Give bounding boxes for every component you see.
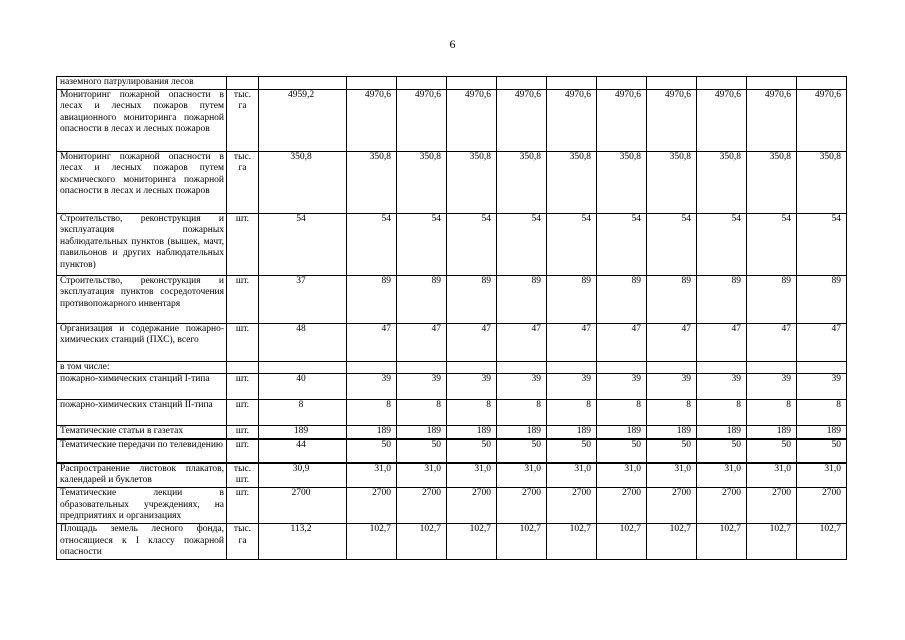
value-cell: 47 — [697, 323, 747, 361]
unit-cell: тыс. га — [227, 523, 259, 559]
value-cell: 189 — [697, 426, 747, 439]
value-cell: 89 — [697, 275, 747, 323]
value-cell — [497, 77, 547, 90]
value-cell — [797, 361, 847, 374]
value-cell: 8 — [747, 400, 797, 426]
value-cell: 189 — [747, 426, 797, 439]
value-cell — [647, 361, 697, 374]
value-cell: 102,7 — [747, 523, 797, 559]
value-cell: 189 — [347, 426, 397, 439]
value-cell: 54 — [447, 213, 497, 275]
value-cell: 50 — [597, 439, 647, 463]
value-cell: 102,7 — [347, 523, 397, 559]
value-cell: 350,8 — [447, 151, 497, 213]
value-cell: 47 — [597, 323, 647, 361]
value-cell: 8 — [597, 400, 647, 426]
value-cell: 54 — [259, 213, 347, 275]
value-cell: 39 — [697, 374, 747, 400]
value-cell: 8 — [647, 400, 697, 426]
value-cell: 31,0 — [497, 463, 547, 488]
row-name-cell: наземного патрулирования лесов — [57, 77, 227, 90]
value-cell: 54 — [597, 213, 647, 275]
value-cell — [747, 77, 797, 90]
table-row — [57, 374, 847, 400]
value-cell: 50 — [397, 439, 447, 463]
value-cell: 2700 — [597, 487, 647, 523]
value-cell — [647, 77, 697, 90]
row-name-cell: Тематические лекции в образовательных учреждениях, на предприятиях и организациях — [57, 487, 227, 523]
value-cell: 8 — [497, 400, 547, 426]
value-cell: 39 — [747, 374, 797, 400]
value-cell: 50 — [547, 439, 597, 463]
value-cell: 89 — [597, 275, 647, 323]
value-cell — [447, 361, 497, 374]
value-cell: 47 — [497, 323, 547, 361]
value-cell: 47 — [547, 323, 597, 361]
value-cell — [547, 77, 597, 90]
value-cell: 50 — [697, 439, 747, 463]
value-cell — [497, 361, 547, 374]
value-cell: 31,0 — [747, 463, 797, 488]
value-cell: 8 — [547, 400, 597, 426]
value-cell: 31,0 — [447, 463, 497, 488]
value-cell — [397, 77, 447, 90]
value-cell: 4970,6 — [497, 89, 547, 151]
value-cell: 4970,6 — [747, 89, 797, 151]
value-cell: 39 — [347, 374, 397, 400]
unit-cell: шт. — [227, 374, 259, 400]
value-cell: 350,8 — [259, 151, 347, 213]
value-cell: 50 — [497, 439, 547, 463]
value-cell: 8 — [259, 400, 347, 426]
unit-cell: тыс. га — [227, 151, 259, 213]
unit-cell: шт. — [227, 213, 259, 275]
value-cell — [259, 77, 347, 90]
value-cell: 8 — [397, 400, 447, 426]
value-cell: 2700 — [447, 487, 497, 523]
value-cell: 189 — [797, 426, 847, 439]
value-cell: 54 — [797, 213, 847, 275]
value-cell: 40 — [259, 374, 347, 400]
row-name-cell: Мониторинг пожарной опасности в лесах и лесных пожаров путем космического мониторинга пожарной опасности в лесах и лесных пожаров — [57, 151, 227, 213]
row-name-cell: Тематические статьи в газетах — [57, 426, 227, 439]
value-cell: 189 — [447, 426, 497, 439]
row-name-cell: Мониторинг пожарной опасности в лесах и лесных пожаров путем авиационного мониторинга пожарной опасности в лесах и лесных пожаров — [57, 89, 227, 151]
value-cell: 350,8 — [347, 151, 397, 213]
unit-cell: шт. — [227, 426, 259, 439]
value-cell: 2700 — [547, 487, 597, 523]
value-cell — [597, 77, 647, 90]
unit-cell: шт. — [227, 275, 259, 323]
value-cell: 4970,6 — [447, 89, 497, 151]
table-row — [57, 275, 847, 323]
value-cell: 89 — [547, 275, 597, 323]
value-cell: 47 — [397, 323, 447, 361]
value-cell: 39 — [547, 374, 597, 400]
value-cell: 8 — [447, 400, 497, 426]
table-row — [57, 439, 847, 463]
value-cell: 350,8 — [497, 151, 547, 213]
table-row — [57, 426, 847, 439]
value-cell: 8 — [697, 400, 747, 426]
value-cell — [797, 77, 847, 90]
value-cell: 189 — [259, 426, 347, 439]
value-cell: 47 — [797, 323, 847, 361]
value-cell: 8 — [347, 400, 397, 426]
row-name-cell: в том числе: — [57, 361, 227, 374]
value-cell: 30,9 — [259, 463, 347, 488]
value-cell: 350,8 — [397, 151, 447, 213]
value-cell: 54 — [347, 213, 397, 275]
value-cell: 102,7 — [397, 523, 447, 559]
value-cell: 102,7 — [797, 523, 847, 559]
table-row — [57, 523, 847, 559]
value-cell — [597, 361, 647, 374]
value-cell: 2700 — [747, 487, 797, 523]
unit-cell: тыс. га — [227, 89, 259, 151]
value-cell: 189 — [647, 426, 697, 439]
value-cell: 102,7 — [647, 523, 697, 559]
value-cell: 39 — [597, 374, 647, 400]
value-cell: 102,7 — [597, 523, 647, 559]
value-cell: 102,7 — [697, 523, 747, 559]
value-cell: 102,7 — [447, 523, 497, 559]
value-cell: 37 — [259, 275, 347, 323]
value-cell: 54 — [647, 213, 697, 275]
value-cell: 39 — [797, 374, 847, 400]
row-name-cell: пожарно-химических станций I-типа — [57, 374, 227, 400]
value-cell: 54 — [547, 213, 597, 275]
value-cell: 50 — [797, 439, 847, 463]
value-cell — [259, 361, 347, 374]
value-cell: 47 — [347, 323, 397, 361]
value-cell — [447, 77, 497, 90]
value-cell: 4970,6 — [397, 89, 447, 151]
value-cell — [347, 361, 397, 374]
row-name-cell: Площадь земель лесного фонда, относящиеся к I классу пожарной опасности — [57, 523, 227, 559]
value-cell: 2700 — [797, 487, 847, 523]
value-cell: 54 — [747, 213, 797, 275]
unit-cell: шт. — [227, 323, 259, 361]
value-cell: 2700 — [697, 487, 747, 523]
value-cell: 4959,2 — [259, 89, 347, 151]
value-cell — [747, 361, 797, 374]
value-cell: 47 — [747, 323, 797, 361]
value-cell: 4970,6 — [597, 89, 647, 151]
value-cell — [697, 361, 747, 374]
unit-cell: тыс. шт. — [227, 463, 259, 488]
value-cell: 189 — [547, 426, 597, 439]
table-row — [57, 361, 847, 374]
value-cell: 48 — [259, 323, 347, 361]
value-cell: 31,0 — [347, 463, 397, 488]
table-row — [57, 89, 847, 151]
value-cell: 89 — [797, 275, 847, 323]
table-row — [57, 487, 847, 523]
value-cell — [347, 77, 397, 90]
value-cell: 54 — [397, 213, 447, 275]
value-cell: 4970,6 — [347, 89, 397, 151]
value-cell: 4970,6 — [647, 89, 697, 151]
unit-cell: шт. — [227, 439, 259, 463]
row-name-cell: Тематические передачи по телевидению — [57, 439, 227, 463]
data-table — [56, 76, 847, 560]
row-name-cell: Строительство, реконструкция и эксплуатация пожарных наблюдательных пунктов (вышек, мачт, павильонов и других наблюдательных пунктов) — [57, 213, 227, 275]
value-cell: 2700 — [347, 487, 397, 523]
value-cell: 39 — [647, 374, 697, 400]
value-cell: 47 — [647, 323, 697, 361]
value-cell: 39 — [397, 374, 447, 400]
value-cell: 54 — [697, 213, 747, 275]
value-cell: 4970,6 — [547, 89, 597, 151]
value-cell — [397, 361, 447, 374]
value-cell: 350,8 — [547, 151, 597, 213]
value-cell: 102,7 — [547, 523, 597, 559]
value-cell: 113,2 — [259, 523, 347, 559]
unit-cell: шт. — [227, 400, 259, 426]
table-row — [57, 400, 847, 426]
table-row — [57, 213, 847, 275]
value-cell: 89 — [447, 275, 497, 323]
value-cell: 89 — [647, 275, 697, 323]
value-cell: 89 — [397, 275, 447, 323]
row-name-cell: Строительство, реконструкция и эксплуатация пунктов сосредоточения противопожарного инвентаря — [57, 275, 227, 323]
value-cell: 89 — [497, 275, 547, 323]
value-cell: 54 — [497, 213, 547, 275]
value-cell: 4970,6 — [797, 89, 847, 151]
table-row — [57, 77, 847, 90]
value-cell — [697, 77, 747, 90]
value-cell: 189 — [397, 426, 447, 439]
unit-cell — [227, 361, 259, 374]
value-cell: 102,7 — [497, 523, 547, 559]
value-cell: 350,8 — [697, 151, 747, 213]
value-cell: 189 — [597, 426, 647, 439]
value-cell: 189 — [497, 426, 547, 439]
value-cell: 39 — [497, 374, 547, 400]
value-cell: 31,0 — [547, 463, 597, 488]
value-cell: 350,8 — [797, 151, 847, 213]
table-row — [57, 151, 847, 213]
value-cell: 50 — [347, 439, 397, 463]
value-cell: 350,8 — [747, 151, 797, 213]
value-cell: 31,0 — [647, 463, 697, 488]
value-cell: 50 — [447, 439, 497, 463]
value-cell: 350,8 — [597, 151, 647, 213]
value-cell: 350,8 — [647, 151, 697, 213]
value-cell: 89 — [347, 275, 397, 323]
value-cell — [547, 361, 597, 374]
value-cell: 31,0 — [597, 463, 647, 488]
row-name-cell: пожарно-химических станций II-типа — [57, 400, 227, 426]
unit-cell — [227, 77, 259, 90]
value-cell: 50 — [747, 439, 797, 463]
value-cell: 2700 — [647, 487, 697, 523]
value-cell: 4970,6 — [697, 89, 747, 151]
value-cell: 50 — [647, 439, 697, 463]
value-cell: 31,0 — [697, 463, 747, 488]
table-row — [57, 323, 847, 361]
value-cell: 39 — [447, 374, 497, 400]
value-cell: 47 — [447, 323, 497, 361]
value-cell: 8 — [797, 400, 847, 426]
value-cell: 89 — [747, 275, 797, 323]
value-cell: 44 — [259, 439, 347, 463]
value-cell: 31,0 — [397, 463, 447, 488]
page-number: 6 — [449, 37, 456, 51]
value-cell: 2700 — [497, 487, 547, 523]
value-cell: 2700 — [397, 487, 447, 523]
row-name-cell: Организация и содержание пожарно-химических станций (ПХС), всего — [57, 323, 227, 361]
value-cell: 31,0 — [797, 463, 847, 488]
table-row — [57, 463, 847, 488]
unit-cell: шт. — [227, 487, 259, 523]
row-name-cell: Распространение листовок плакатов, календарей и буклетов — [57, 463, 227, 488]
value-cell: 2700 — [259, 487, 347, 523]
